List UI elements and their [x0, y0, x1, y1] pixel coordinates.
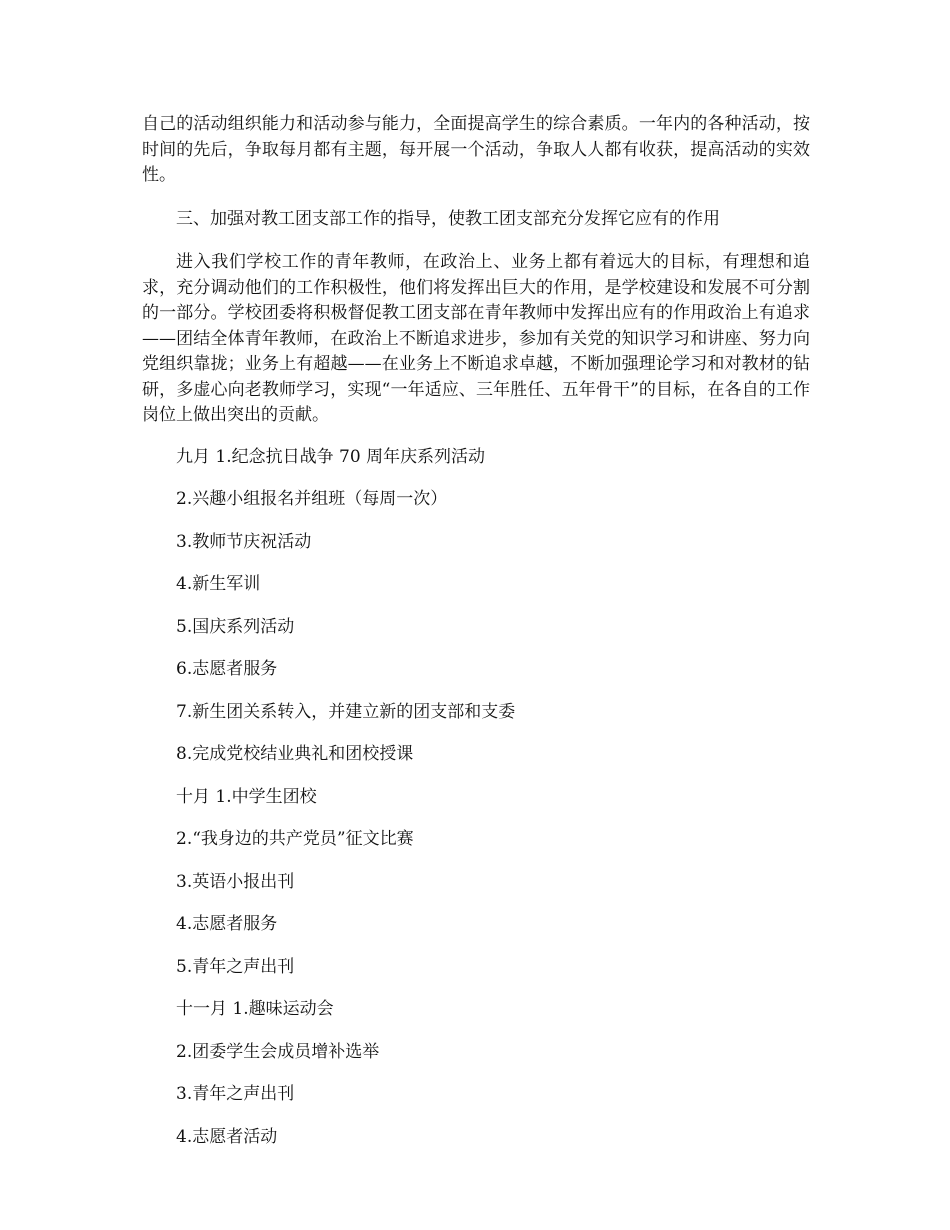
list-item: 3.教师节庆祝活动	[176, 531, 312, 552]
list-item: 8.完成党校结业典礼和团校授课	[176, 744, 414, 764]
list-item: 九月 1.纪念抗日战争 70 周年庆系列活动	[176, 446, 486, 467]
list-item: 十月 1.中学生团校	[176, 786, 317, 807]
list-item: 3.青年之声出刊	[176, 1084, 295, 1104]
intro-paragraph: 自己的活动组织能力和活动参与能力，全面提高学生的综合素质。一年内的各种活动，按时间的先后，争取每月都有主题，每开展一个活动，争取人人都有收获，提高活动的实效性。	[142, 114, 810, 185]
list-item: 4.志愿者服务	[176, 914, 278, 934]
list-item: 2.团委学生会成员增补选举	[176, 1041, 380, 1062]
list-item: 十一月 1.趣味运动会	[176, 999, 334, 1019]
list-item: 3.英语小报出刊	[176, 871, 295, 892]
list-item: 5.青年之声出刊	[176, 956, 295, 977]
document-content	[142, 112, 810, 1150]
list-item: 2.兴趣小组报名并组班（每周一次）	[176, 489, 448, 509]
teacher-league-paragraph: 进入我们学校工作的青年教师，在政治上、业务上都有着远大的目标，有理想和追求，充分调动他们的工作积极性，他们将发挥出巨大的作用，是学校建设和发展不可分割的一部分。学校团委将积极督促教工团支部在青年教师中发挥出应有的作用政治上有追求——团结全体青年教师，在政治上不断追求进步，参加有关党的知识学习和讲座、努力向党组织靠拢；业务上有超越——在业务上不断追求卓越，不断加强理论学习和对教材的钻研，多虚心向老教师学习，实现“一年适应、三年胜任、五年骨干”的目标，在各自的工作岗位上做出突出的贡献。	[142, 252, 810, 425]
list-item: 6.志愿者服务	[176, 659, 278, 679]
section-heading: 三、加强对教工团支部工作的指导，使教工团支部充分发挥它应有的作用	[176, 208, 720, 229]
list-item: 7.新生团关系转入，并建立新的团支部和支委	[176, 701, 516, 722]
activity-list	[142, 445, 810, 1151]
list-item: 5.国庆系列活动	[176, 616, 295, 637]
list-item: 4.志愿者活动	[176, 1126, 278, 1147]
list-item: 4.新生军训	[176, 574, 261, 594]
list-item: 2.“我身边的共产党员”征文比赛	[176, 829, 414, 849]
